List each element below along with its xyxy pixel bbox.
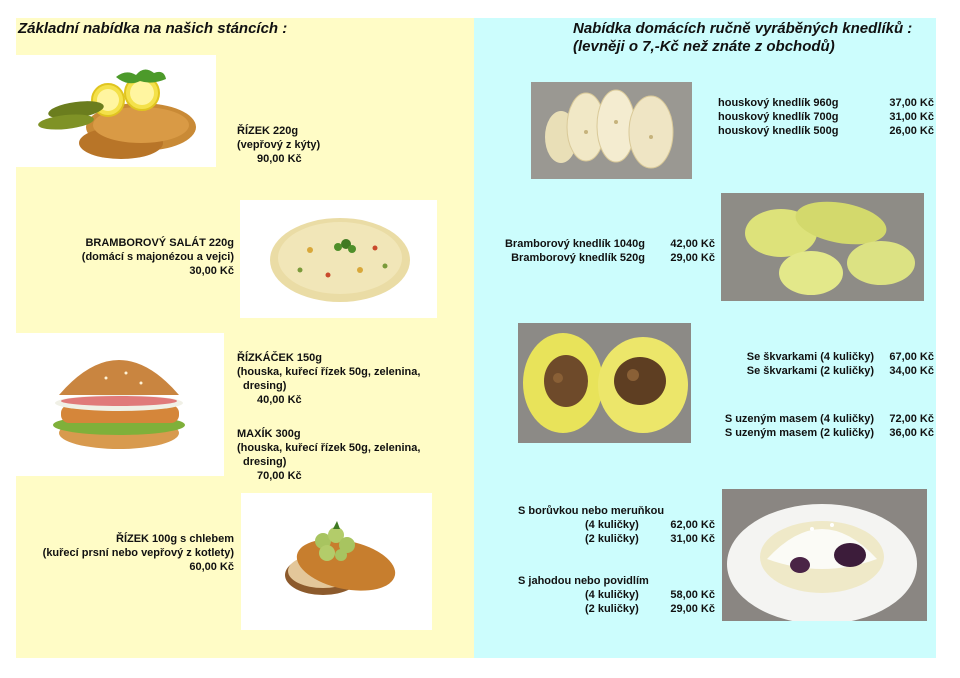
bramborovy-1040-label: Bramborový knedlík 1040g [504, 238, 645, 250]
jahody-title: S jahodou nebo povidlím [518, 575, 649, 587]
bramborovy-520-price: 29,00 Kč [670, 252, 715, 264]
maxik-desc2: dresing) [243, 456, 287, 468]
rizek-100-desc: (kuřecí prsní nebo vepřový z kotlety) [42, 547, 234, 559]
bramborovy-520-label: Bramborový knedlík 520g [511, 252, 645, 264]
houskovy-960-price: 37,00 Kč [889, 97, 934, 109]
boruvky-title: S borůvkou nebo meruňkou [518, 505, 665, 517]
bramborovy-1040-price: 42,00 Kč [670, 238, 715, 250]
uzene-2-label: S uzeným masem (2 kuličky) [724, 427, 874, 439]
right-subheading: (levněji o 7,-Kč než znáte z obchodů) [573, 38, 835, 55]
maxik-name: MAXÍK 300g [237, 428, 301, 440]
jahody-2-label: (2 kuličky) [585, 603, 639, 615]
bread-dumplings-photo [531, 82, 692, 179]
potato-salad-price: 30,00 Kč [189, 265, 234, 277]
meat-dumplings-photo [518, 323, 691, 443]
maxik-desc1: (houska, kuřecí řízek 50g, zelenina, [237, 442, 421, 454]
rizkacek-desc1: (houska, kuřecí řízek 50g, zelenina, [237, 366, 421, 378]
potato-salad-photo [240, 200, 437, 318]
skvarky-2-label: Se škvarkami (2 kuličky) [746, 365, 874, 377]
boruvky-4-price: 62,00 Kč [670, 519, 715, 531]
potato-salad-desc: (domácí s majonézou a vejci) [81, 251, 234, 263]
uzene-4-label: S uzeným masem (4 kuličky) [724, 413, 874, 425]
uzene-4-price: 72,00 Kč [889, 413, 934, 425]
potato-dumplings-photo [721, 193, 924, 301]
boruvky-4-label: (4 kuličky) [585, 519, 639, 531]
left-heading: Základní nabídka na našich stáncích : [18, 20, 288, 37]
fruit-dumplings-photo [722, 489, 927, 621]
schnitzel-bread-photo [241, 493, 432, 630]
potato-salad-name: BRAMBOROVÝ SALÁT 220g [85, 237, 234, 249]
schnitzel-photo [16, 55, 216, 167]
rizkacek-desc2: dresing) [243, 380, 287, 392]
houskovy-700-label: houskový knedlík 700g [718, 111, 839, 123]
skvarky-4-price: 67,00 Kč [889, 351, 934, 363]
houskovy-700-price: 31,00 Kč [889, 111, 934, 123]
houskovy-500-price: 26,00 Kč [889, 125, 934, 137]
boruvky-2-label: (2 kuličky) [585, 533, 639, 545]
jahody-4-price: 58,00 Kč [670, 589, 715, 601]
rizkacek-name: ŘÍZKÁČEK 150g [237, 352, 322, 364]
maxik-price: 70,00 Kč [257, 470, 302, 482]
burger-photo [16, 333, 224, 476]
houskovy-960-label: houskový knedlík 960g [718, 97, 839, 109]
skvarky-2-price: 34,00 Kč [889, 365, 934, 377]
rizek-100-name: ŘÍZEK 100g s chlebem [116, 533, 234, 545]
jahody-2-price: 29,00 Kč [670, 603, 715, 615]
rizek-100-price: 60,00 Kč [189, 561, 234, 573]
rizek-220-desc: (vepřový z kýty) [237, 139, 321, 151]
rizek-220-price: 90,00 Kč [257, 153, 302, 165]
rizkacek-price: 40,00 Kč [257, 394, 302, 406]
jahody-4-label: (4 kuličky) [585, 589, 639, 601]
right-heading: Nabídka domácích ručně vyráběných knedlíků : [573, 20, 913, 37]
uzene-2-price: 36,00 Kč [889, 427, 934, 439]
rizek-220-name: ŘÍZEK 220g [237, 125, 299, 137]
skvarky-4-label: Se škvarkami (4 kuličky) [746, 351, 874, 363]
houskovy-500-label: houskový knedlík 500g [718, 125, 839, 137]
boruvky-2-price: 31,00 Kč [670, 533, 715, 545]
